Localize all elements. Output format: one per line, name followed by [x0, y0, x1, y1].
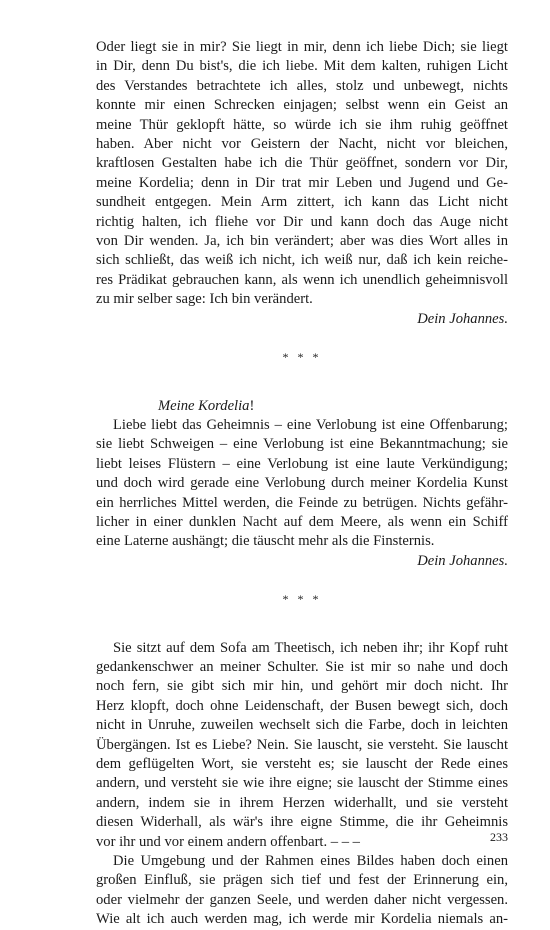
text-line: oder vielmehr der ganzen Seele, und werden daher nicht vergessen. — [96, 891, 508, 908]
text-line: in Dir, denn Du bist's, die ich liebe. Mit dem kalten, ruhigen Licht — [96, 58, 508, 75]
text-line: konnte mir einen Schrecken einjagen; selbst wenn ein Geist an — [96, 97, 508, 114]
text-line: diesen Widerhall, als wär's ihre eigne Stimme, die ihr Geheimnis — [96, 814, 508, 831]
signature: Dein Johannes. — [417, 310, 508, 327]
text-line: gedankenschwer an meiner Schulter. Sie ist mir so nahe und doch — [96, 658, 508, 675]
text-line: Liebe liebt das Geheimnis – eine Verlobung ist eine Offenbarung; — [113, 416, 508, 433]
text-line: liebt leises Flüstern – eine Verlobung ist eine laute Verkündigung; — [96, 455, 508, 472]
section-separator: * * * — [282, 592, 322, 607]
signature: Dein Johannes. — [417, 552, 508, 569]
salutation — [96, 397, 508, 416]
letter-1 — [96, 38, 508, 329]
text-line: sie liebt Schweigen – eine Verlobung ist eine Bekanntmachung; sie — [96, 436, 508, 453]
text-line: andern, und versteht sie wie ihre eigne; sie lauscht der Stimme eines — [96, 775, 508, 792]
diary-entry — [96, 639, 508, 930]
book-page — [96, 38, 508, 930]
text-line: Wie alt ich auch werden mag, ich werde mir Kordelia niemals an- — [96, 911, 508, 928]
text-line: vor ihr und vor einem andern offenbart. – – – — [96, 833, 360, 850]
salutation-punct: ! — [249, 397, 255, 414]
text-line: von Dir wenden. Ja, ich bin verändert; aber was dies Wort alles in — [96, 233, 508, 250]
text-line: licher in einer dunklen Nacht auf dem Meere, als wenn ein Schiff — [96, 513, 508, 530]
text-line: Herz klopft, doch ohne Leidenschaft, der Busen bewegt sich, doch — [96, 697, 508, 714]
text-line: sich schließt, das weiß ich nicht, ich weiß nur, daß ich kein reiche- — [96, 252, 508, 269]
text-line: richtig halten, ich fliehe vor Dir und kann doch das Auge nicht — [96, 213, 508, 230]
page-number: 233 — [490, 830, 508, 844]
section-separator: * * * — [282, 350, 322, 365]
letter-2 — [96, 397, 508, 572]
text-line: und doch wird gerade eine Verlobung durch meiner Kordelia Kunst — [96, 475, 508, 492]
text-line: großen Einfluß, sie prägen sich tief und fest der Erinnerung ein, — [96, 872, 508, 889]
text-line: andern, indem sie in ihrem Herzen widerhallt, und sie versteht — [96, 794, 508, 811]
text-line: meine Kordelia; denn in Dir trat mir Leben und Jugend und Ge- — [96, 174, 508, 191]
text-line: zu mir selber sage: Ich bin verändert. — [96, 291, 313, 308]
text-line: Sie sitzt auf dem Sofa am Theetisch, ich neben ihr; ihr Kopf ruht — [113, 639, 508, 656]
text-line: meine Thür geklopft hätte, so würde ich sie ihm ruhig geöffnet — [96, 116, 508, 133]
text-line: noch fern, sie gibt sich mir hin, und gehört mir doch nicht. Ihr — [96, 678, 508, 695]
text-line: Oder liegt sie in mir? Sie liegt in mir, denn ich liebe Dich; sie liegt — [96, 39, 508, 55]
text-line: des Verstandes betrachtete ich alles, stolz und unbewegt, nichts — [96, 77, 508, 94]
text-line: Übergängen. Ist es Liebe? Nein. Sie lauscht, sie versteht. Sie lauscht — [96, 736, 508, 753]
text-line: kraftlosen Gestalten habe ich die Thür geöffnet, sondern vor Dir, — [96, 155, 508, 172]
text-line: haben. Aber nicht vor Geistern der Nacht, nicht vor bleichen, — [96, 136, 508, 153]
text-line: sundheit entgegen. Mein Arm zittert, ich kann das Licht nicht — [96, 194, 508, 211]
salutation-name: Meine Kordelia — [158, 397, 250, 414]
text-line: eine Laterne aushängt; die täuscht mehr als die Finsternis. — [96, 533, 435, 550]
text-line: Die Umgebung und der Rahmen eines Bildes haben doch einen — [113, 853, 508, 870]
text-line: dem geflügelten Wort, sie versteht es; sie lauscht der Rede eines — [96, 756, 508, 772]
text-line: res Prädikat gebrauchen kann, als wenn ich unendlich geheimnisvoll — [96, 271, 508, 288]
text-line: ein herrliches Mittel werden, die Feinde zu betrügen. Nichts gefähr- — [96, 494, 508, 511]
text-line: nicht in Unruhe, zuweilen wechselt sich die Farbe, doch in leichten — [96, 717, 508, 734]
